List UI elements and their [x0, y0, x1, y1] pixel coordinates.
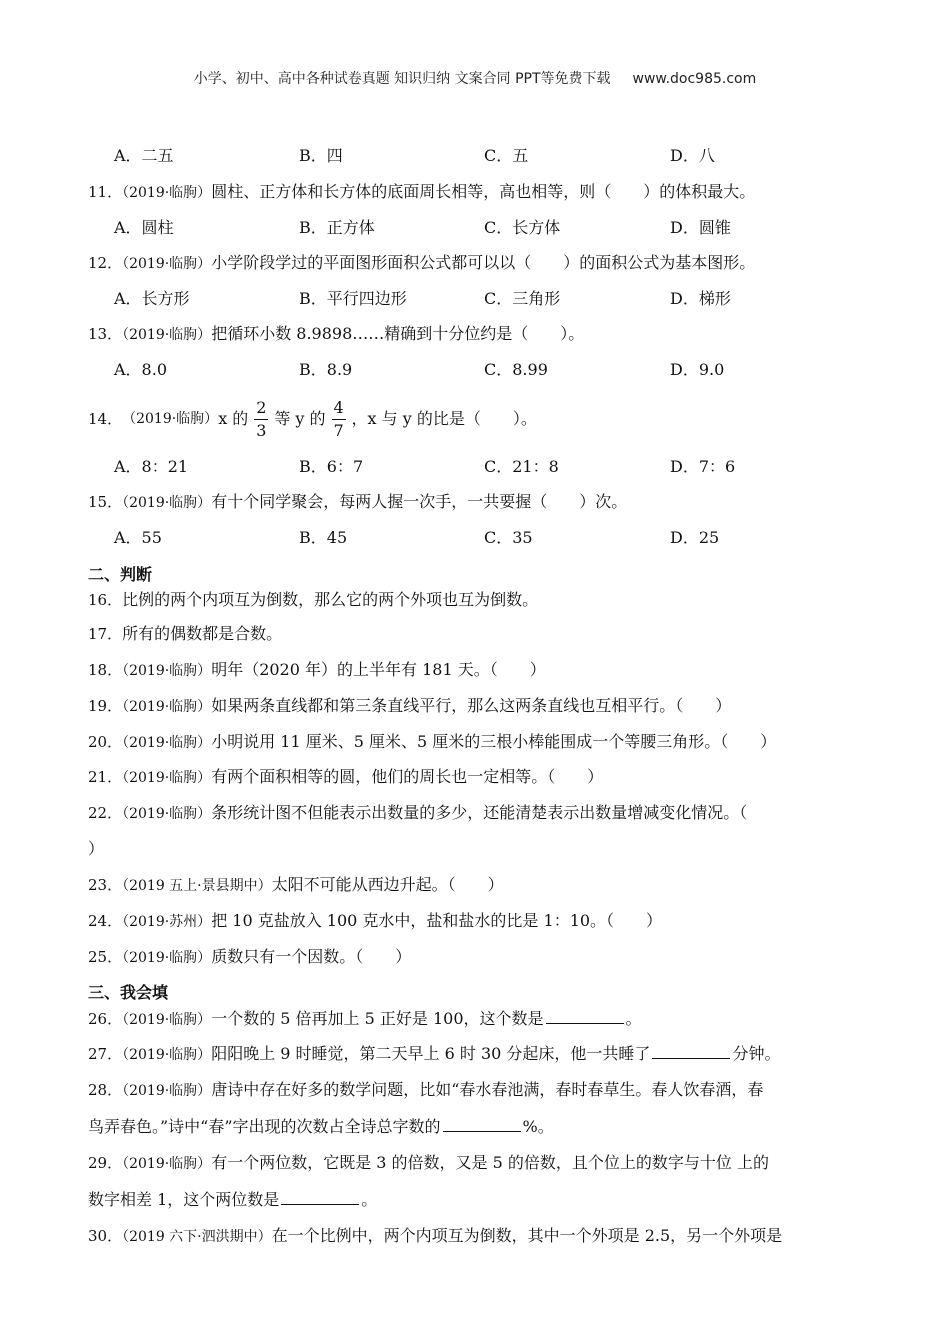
question-19 — [88, 695, 863, 718]
question-source: （2019·临朐） — [122, 663, 212, 679]
option: D．25 — [670, 528, 720, 547]
option: B．6：7 — [299, 457, 364, 476]
question-30 — [88, 1225, 863, 1248]
question-source: （2019·临朐） — [122, 1083, 212, 1099]
fraction-denominator: 3 — [256, 420, 267, 440]
question-source: （2019·临朐） — [122, 495, 212, 511]
question-18 — [88, 659, 863, 682]
question-13 — [88, 323, 863, 346]
option: C．长方体 — [484, 218, 561, 237]
q15-options — [114, 527, 864, 549]
option: B．8.9 — [299, 360, 353, 379]
fraction-numerator: 2 — [256, 397, 267, 417]
option: A．二五 — [114, 146, 174, 165]
q14-options — [114, 456, 864, 478]
question-number: 16． — [88, 591, 123, 609]
question-14 — [88, 398, 863, 440]
fraction-numerator: 4 — [333, 397, 344, 417]
question-22-continued — [88, 838, 863, 860]
question-text: 如果两条直线都和第三条直线平行，那么这两条直线也互相平行。（ ） — [211, 696, 732, 715]
question-text: 唐诗中存在好多的数学问题，比如“春水春池满，春时春草生。春人饮春酒，春 — [211, 1080, 764, 1099]
page-header — [0, 68, 950, 88]
question-text: 把循环小数 8.9898……精确到十分位约是（ ）。 — [211, 324, 585, 343]
fraction-four-sevenths — [332, 399, 346, 440]
question-text: 一个数的 5 倍再加上 5 正好是 100，这个数是 — [211, 1009, 544, 1028]
question-17 — [88, 623, 863, 645]
option: C．21：8 — [484, 457, 559, 476]
question-number: 28． — [88, 1081, 123, 1099]
question-source: （2019·临朐） — [122, 806, 212, 822]
question-source: （2019·临朐） — [122, 327, 212, 343]
question-number: 13． — [88, 325, 123, 343]
fraction-denominator: 7 — [333, 420, 344, 440]
question-number: 26． — [88, 1010, 123, 1028]
fraction-two-thirds — [254, 399, 268, 440]
q13-options — [114, 359, 864, 381]
q11-options — [114, 217, 864, 239]
option: C．三角形 — [484, 289, 561, 308]
option: D．7：6 — [670, 457, 736, 476]
question-16 — [88, 589, 863, 611]
question-text: 有十个同学聚会，每两人握一次手，一共要握（ ）次。 — [211, 492, 628, 511]
question-source: （2019 五上·景县期中） — [122, 878, 272, 894]
answer-blank[interactable] — [281, 1188, 359, 1205]
option: A．圆柱 — [114, 218, 174, 237]
option: B．45 — [299, 528, 348, 547]
q12-options — [114, 288, 864, 310]
question-source: （2019·临朐） — [122, 950, 212, 966]
question-28 — [88, 1079, 863, 1102]
question-20 — [88, 731, 863, 754]
option: D．圆锥 — [670, 218, 731, 237]
question-number: 12． — [88, 254, 123, 272]
question-27 — [88, 1042, 863, 1066]
question-source: （2019·临朐） — [122, 256, 212, 272]
question-text: 鸟弄春色。”诗中“春”字出现的次数占全诗总字数的 — [88, 1117, 441, 1136]
question-text: 质数只有一个因数。（ ） — [211, 947, 412, 966]
question-text: ） — [88, 839, 105, 858]
question-text: 小明说用 11 厘米、5 厘米、5 厘米的三根小棒能围成一个等腰三角形。（ ） — [211, 732, 777, 751]
question-text: 分钟。 — [732, 1044, 781, 1063]
header-text: 小学、初中、高中各种试卷真题 知识归纳 文案合同 PPT等免费下载 — [193, 71, 611, 87]
section-heading-judgment: 二、判断 — [88, 565, 153, 584]
option: D．梯形 — [670, 289, 731, 308]
question-text: 阳阳晚上 9 时睡觉，第二天早上 6 时 30 分起床，他一共睡了 — [211, 1044, 651, 1063]
question-source: （2019·临朐） — [122, 699, 212, 715]
question-text: 有两个面积相等的圆，他们的周长也一定相等。（ ） — [211, 767, 604, 786]
question-text: 条形统计图不但能表示出数量的多少，还能清楚表示出数量增减变化情况。（ — [211, 803, 748, 822]
option: A．长方形 — [114, 289, 190, 308]
question-number: 19． — [88, 697, 123, 715]
question-28-continued — [88, 1115, 863, 1138]
question-22 — [88, 802, 863, 825]
question-source: （2019·临朐） — [122, 735, 212, 751]
question-number: 17． — [88, 625, 123, 643]
option: B．四 — [299, 146, 343, 165]
question-number: 27． — [88, 1045, 123, 1063]
question-number: 24． — [88, 912, 123, 930]
question-text: x 的 — [218, 409, 249, 428]
question-number: 21． — [88, 768, 123, 786]
question-text: 太阳不可能从西边升起。（ ） — [271, 875, 504, 894]
question-number: 15． — [88, 493, 123, 511]
question-number: 22． — [88, 804, 123, 822]
question-number: 25． — [88, 948, 123, 966]
answer-blank[interactable] — [443, 1115, 521, 1132]
q10-options — [114, 145, 864, 167]
question-source: （2019·临朐） — [122, 1012, 212, 1028]
question-text: %。 — [522, 1117, 554, 1136]
question-text: 等 y 的 — [274, 409, 326, 428]
question-29-continued — [88, 1188, 863, 1211]
option: C．五 — [484, 146, 529, 165]
question-source: （2019·临朐） — [122, 770, 212, 786]
question-source: （2019 六下·泗洪期中） — [122, 1229, 272, 1245]
header-site: www.doc985.com — [632, 71, 757, 87]
option: A．55 — [114, 528, 162, 547]
section-heading-fill: 三、我会填 — [88, 983, 169, 1002]
question-number: 20． — [88, 733, 123, 751]
question-number: 14． — [88, 410, 123, 428]
answer-blank[interactable] — [546, 1007, 624, 1024]
question-21 — [88, 766, 863, 789]
question-text: 有一个两位数，它既是 3 的倍数，又是 5 的倍数，且个位上的数字与十位 上的 — [211, 1153, 769, 1172]
question-15 — [88, 491, 863, 514]
question-text: 。 — [361, 1190, 378, 1209]
question-number: 30． — [88, 1227, 123, 1245]
question-source: （2019·临朐） — [122, 1047, 212, 1063]
question-text: 小学阶段学过的平面图形面积公式都可以以（ ）的面积公式为基本图形。 — [211, 253, 756, 272]
question-text: 圆柱、正方体和长方体的底面周长相等，高也相等，则（ ）的体积最大。 — [211, 182, 756, 201]
question-source: （2019·临朐） — [122, 185, 212, 201]
question-26 — [88, 1007, 863, 1031]
option: B．平行四边形 — [299, 289, 407, 308]
option: C．35 — [484, 528, 533, 547]
question-text: 明年（2020 年）的上半年有 181 天。（ ） — [211, 660, 546, 679]
option: A．8.0 — [114, 360, 168, 379]
question-25 — [88, 946, 863, 969]
question-29 — [88, 1152, 863, 1175]
question-number: 11． — [88, 183, 123, 201]
question-number: 29． — [88, 1154, 123, 1172]
question-text: 数字相差 1，这个两位数是 — [88, 1190, 280, 1209]
option: D．八 — [670, 146, 715, 165]
question-text: 。 — [625, 1009, 642, 1028]
question-text: 所有的偶数都是合数。 — [122, 624, 283, 643]
question-number: 18． — [88, 661, 123, 679]
question-text: ，x 与 y 的比是（ ）。 — [351, 409, 537, 428]
question-23 — [88, 874, 863, 897]
question-text: 把 10 克盐放入 100 克水中，盐和盐水的比是 1：10。（ ） — [211, 911, 663, 930]
question-11 — [88, 181, 863, 204]
question-source: （2019·临朐） — [122, 1156, 212, 1172]
question-source: （2019·临朐） — [122, 411, 219, 427]
question-number: 23． — [88, 876, 123, 894]
question-24 — [88, 910, 863, 933]
option: C．8.99 — [484, 360, 548, 379]
question-text: 比例的两个内项互为倒数，那么它的两个外项也互为倒数。 — [122, 590, 539, 609]
question-source: （2019·苏州） — [122, 914, 212, 930]
option: B．正方体 — [299, 218, 375, 237]
question-12 — [88, 252, 863, 275]
question-text: 在一个比例中，两个内项互为倒数，其中一个外项是 2.5，另一个外项是 — [271, 1226, 783, 1245]
option: A．8：21 — [114, 457, 189, 476]
answer-blank[interactable] — [652, 1042, 730, 1059]
option: D．9.0 — [670, 360, 725, 379]
